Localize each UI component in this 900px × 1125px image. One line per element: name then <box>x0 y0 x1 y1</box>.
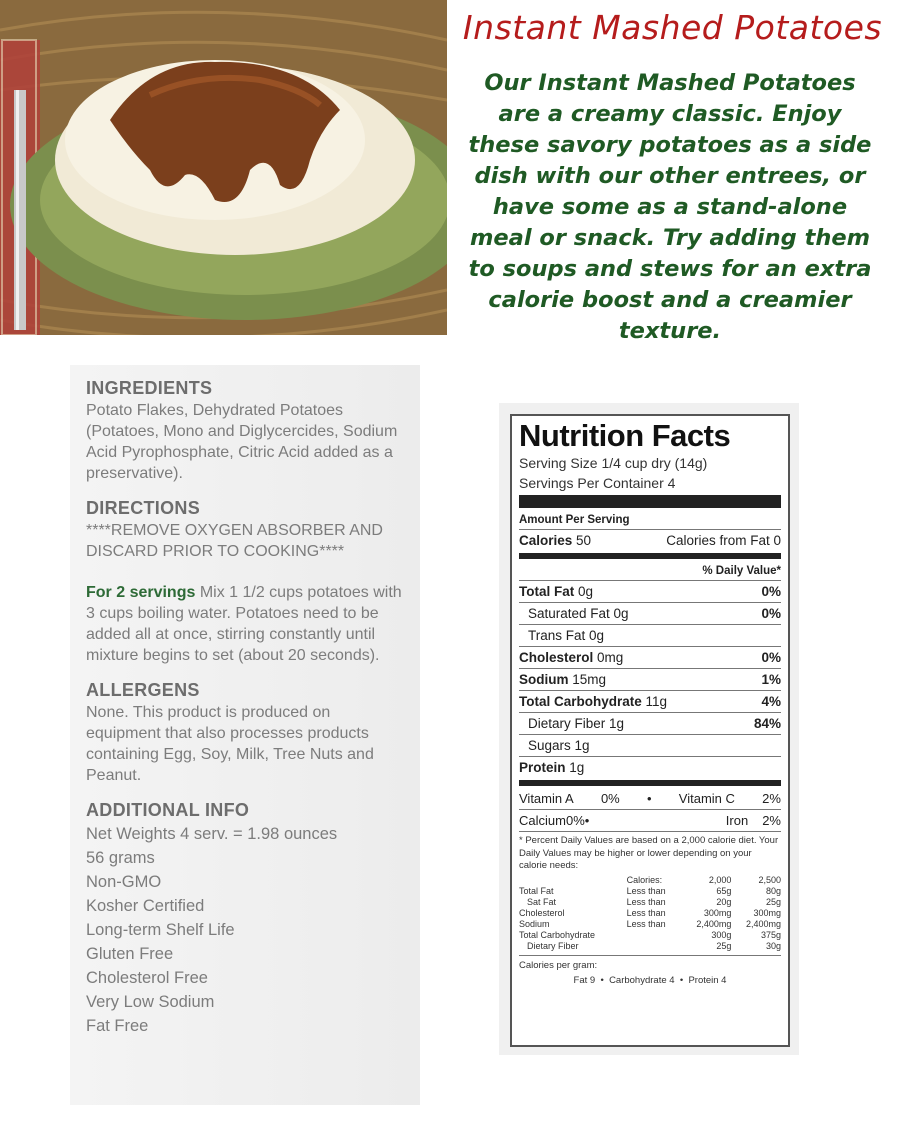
calories-cell <box>519 533 591 548</box>
table-cell <box>627 941 682 952</box>
total-fat-row <box>519 580 781 602</box>
bullet: • <box>584 813 590 828</box>
table-cell: Total Fat <box>519 885 554 896</box>
info-panel <box>70 365 420 1105</box>
list-item: Cholesterol Free <box>86 969 208 987</box>
daily-value-table <box>519 875 781 952</box>
allergens-section <box>86 679 404 786</box>
list-item: Very Low Sodium <box>86 993 215 1011</box>
sugars-label: Sugars 1g <box>528 738 590 753</box>
list-item: Net Weights 4 serv. = 1.98 ounces <box>86 825 338 843</box>
bullet: • <box>600 974 604 986</box>
amount-per-serving <box>519 510 781 529</box>
product-description: Our Instant Mashed Potatoes are a creamy classic. Enjoy these savory potatoes as a side dish with our other entrees, or have some as a stand-alone meal or snack. Try adding them to soups and stews for an extra calorie boost and a creamier texture. <box>468 70 872 344</box>
table-cell: Cholesterol <box>519 907 565 918</box>
table-cell: 80g <box>765 885 781 896</box>
sugars-row <box>519 734 781 756</box>
ingredients-text: Potato Flakes, Dehydrated Potatoes (Potatoes, Mono and Diglycercides, Sodium Acid Pyrophosphate, Citric Acid added as a preservative). <box>86 402 398 482</box>
bullet: • <box>646 791 652 806</box>
servings-per-container: Servings Per Container 4 <box>519 475 676 491</box>
cholesterol-amount: 0mg <box>597 650 624 665</box>
page-title: Instant Mashed Potatoes <box>462 8 883 47</box>
nutrition-facts-wrapper <box>499 403 799 1055</box>
table-cell: 25g <box>765 896 781 907</box>
ingredients-heading: INGREDIENTS <box>86 378 213 398</box>
vitamin-c-label: Vitamin C <box>678 791 735 806</box>
table-row <box>519 886 781 897</box>
table-cell: Calories: <box>626 874 663 885</box>
carbohydrate-cell <box>519 694 667 709</box>
list-item: Kosher Certified <box>86 897 205 915</box>
calcium-label: Calcium <box>519 813 566 828</box>
fiber-row <box>519 712 781 734</box>
table-cell: 375g <box>760 929 781 940</box>
sodium-row <box>519 668 781 690</box>
directions-warning: ****REMOVE OXYGEN ABSORBER AND DISCARD PRIOR TO COOKING**** <box>86 522 383 560</box>
list-item: Fat Free <box>86 1017 149 1035</box>
additional-section <box>86 799 404 1038</box>
sodium-label: Sodium <box>519 672 569 687</box>
total-fat-label: Total Fat <box>519 584 575 599</box>
list-item: Long-term Shelf Life <box>86 921 235 939</box>
iron-label: Iron <box>725 813 749 828</box>
serving-size: Serving Size 1/4 cup dry (14g) <box>519 455 708 471</box>
table-cell: Less than <box>626 885 666 896</box>
list-item: Non-GMO <box>86 873 162 891</box>
cpg-fat: Fat 9 <box>573 974 596 986</box>
table-cell: 2,000 <box>708 874 732 885</box>
list-item: 56 grams <box>86 849 155 867</box>
iron-pct: 2% <box>762 813 781 828</box>
calories-value: 50 <box>576 533 592 548</box>
protein-amount: 1g <box>569 760 585 775</box>
total-fat-amount: 0g <box>578 584 594 599</box>
product-photo <box>0 0 447 335</box>
trans-fat-label: Trans Fat 0g <box>528 628 605 643</box>
table-cell: Sodium <box>519 918 550 929</box>
allergens-text: None. This product is produced on equipment that also processes products containing Egg, Soy, Milk, Tree Nuts and Peanut. <box>86 704 374 784</box>
additional-list <box>86 822 404 1038</box>
divider <box>519 780 781 786</box>
cpg-protein: Protein 4 <box>688 974 727 986</box>
bullet: • <box>679 974 684 986</box>
sodium-dv: 1% <box>761 672 781 687</box>
vitamin-a-pct: 0% <box>600 791 620 806</box>
trans-fat-row <box>519 624 781 646</box>
table-cell: 300mg <box>703 907 732 918</box>
table-cell: 20g <box>716 896 732 907</box>
calories-per-gram-values <box>519 975 781 986</box>
table-row <box>519 875 781 886</box>
carbohydrate-amount: 11g <box>645 694 668 709</box>
cholesterol-dv: 0% <box>761 650 781 665</box>
calories-per-gram <box>519 955 781 986</box>
table-cell <box>627 930 682 941</box>
table-cell: 30g <box>765 940 781 951</box>
protein-cell <box>519 760 584 775</box>
table-row <box>519 919 781 930</box>
ingredients-section <box>86 377 404 484</box>
divider <box>519 495 781 508</box>
saturated-fat-row <box>519 602 781 624</box>
daily-value-header-label: % Daily Value* <box>702 564 781 577</box>
cholesterol-label: Cholesterol <box>519 650 594 665</box>
footnote: * Percent Daily Values are based on a 2,000 calorie diet. Your Daily Values may be higher or lower depending on your calorie needs: <box>519 831 781 873</box>
table-cell: 300g <box>711 929 732 940</box>
saturated-fat-dv: 0% <box>761 606 781 621</box>
divider <box>519 553 781 559</box>
daily-value-header <box>519 561 781 580</box>
mineral-row <box>519 809 781 831</box>
cholesterol-cell <box>519 650 623 665</box>
cholesterol-row <box>519 646 781 668</box>
table-cell: 2,500 <box>758 874 781 885</box>
calories-from-fat: Calories from Fat 0 <box>666 533 781 548</box>
cpg-carbohydrate: Carbohydrate 4 <box>609 974 675 986</box>
calories-per-gram-label: Calories per gram: <box>519 959 598 971</box>
table-cell: 2,400mg <box>696 918 732 929</box>
carbohydrate-label: Total Carbohydrate <box>519 694 642 709</box>
fiber-label: Dietary Fiber 1g <box>528 716 625 731</box>
directions-heading: DIRECTIONS <box>86 498 201 518</box>
vitamin-a-label: Vitamin A <box>519 791 574 806</box>
total-fat-cell <box>519 584 593 599</box>
table-cell: Less than <box>626 918 666 929</box>
table-row <box>519 908 781 919</box>
directions-section <box>86 497 404 666</box>
nutrition-title: Nutrition Facts <box>519 418 731 453</box>
total-fat-dv: 0% <box>761 584 781 599</box>
table-cell: Dietary Fiber <box>527 940 579 951</box>
table-cell: Sat Fat <box>527 896 557 907</box>
table-row <box>519 930 781 941</box>
table-cell: Less than <box>626 907 666 918</box>
table-cell: 300mg <box>753 907 781 918</box>
table-row <box>519 897 781 908</box>
protein-label: Protein <box>519 760 566 775</box>
sodium-amount: 15mg <box>572 672 607 687</box>
vitamin-row <box>519 788 781 809</box>
table-cell: 25g <box>716 940 732 951</box>
carbohydrate-row <box>519 690 781 712</box>
sodium-cell <box>519 672 606 687</box>
calories-row <box>519 529 781 551</box>
nutrition-facts-label <box>510 414 790 1047</box>
allergens-heading: ALLERGENS <box>86 680 200 700</box>
carbohydrate-dv: 4% <box>761 694 781 709</box>
table-cell <box>519 875 627 886</box>
calcium-pct: 0% <box>565 813 585 828</box>
fiber-dv: 84% <box>753 716 781 731</box>
saturated-fat-label: Saturated Fat 0g <box>528 606 629 621</box>
vitamin-c-pct: 2% <box>762 791 781 806</box>
protein-row <box>519 756 781 778</box>
calories-label: Calories <box>519 533 573 548</box>
amount-per-serving-label: Amount Per Serving <box>519 513 630 526</box>
table-cell: 2,400mg <box>745 918 781 929</box>
table-cell: Total Carbohydrate <box>519 929 596 940</box>
servings-label: For 2 servings <box>86 584 196 601</box>
directions-instructions <box>86 582 404 666</box>
table-cell: Less than <box>626 896 666 907</box>
additional-heading: ADDITIONAL INFO <box>86 800 250 820</box>
table-cell: 65g <box>716 885 732 896</box>
table-row <box>519 941 781 952</box>
list-item: Gluten Free <box>86 945 174 963</box>
servings-text: Mix 1 1/2 cups potatoes with 3 cups boiling water. Potatoes need to be added all at once, stirring constantly until mixture begins to set (about 20 seconds). <box>86 584 402 664</box>
